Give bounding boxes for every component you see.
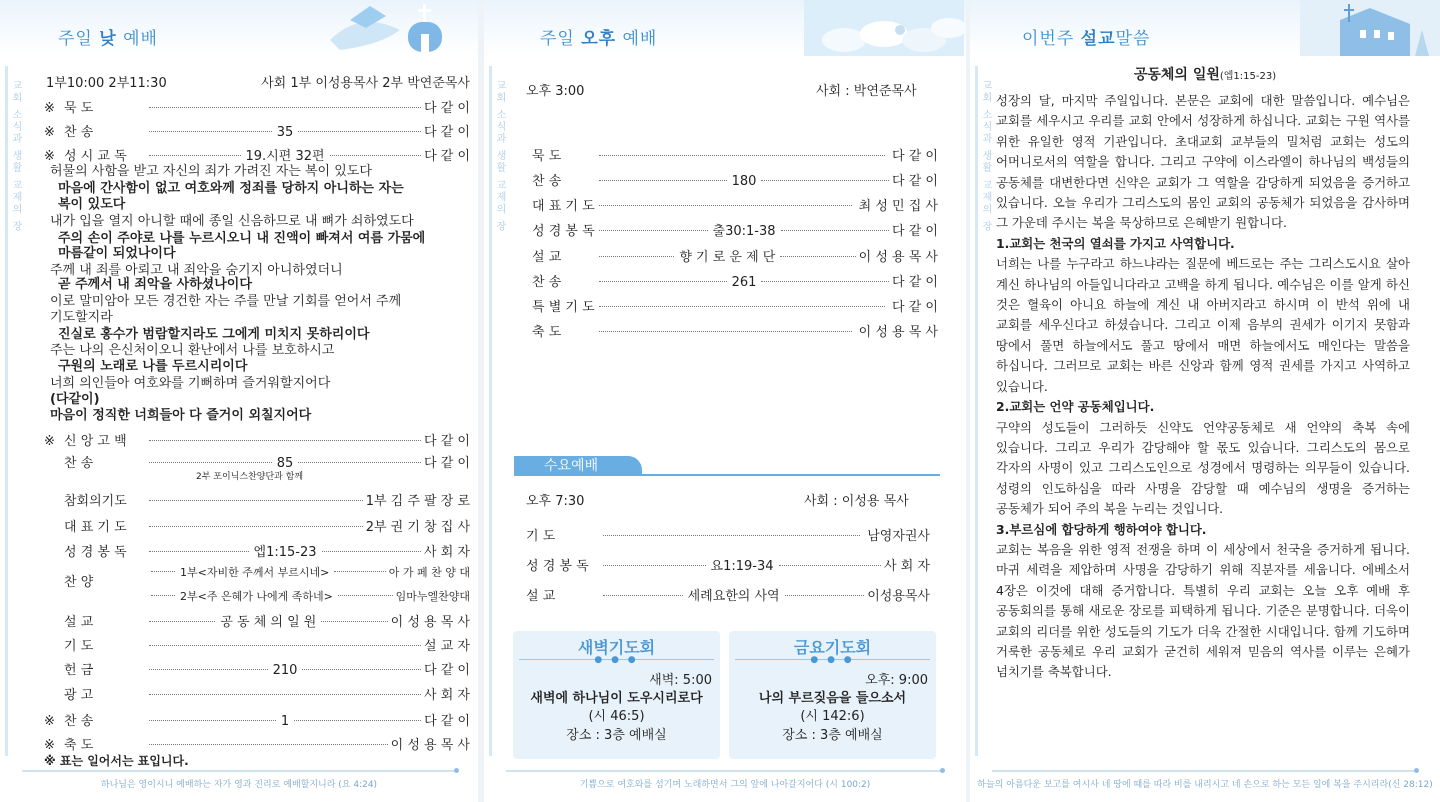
standing-note: ※ 표는 일어서는 표입니다. (44, 754, 189, 768)
sermon-point-1-heading: 1.교회는 천국의 열쇠를 가지고 사역합니다. (996, 235, 1235, 251)
footer-verse: 하나님은 영이시니 예배하는 자가 영과 진리로 예배할지니라 (요 4:24) (100, 780, 378, 790)
panel-title: 이번주 설교말씀 (1022, 29, 1151, 49)
sermon-point-3-heading: 3.부르심에 합당하게 행하여야 합니다. (996, 521, 1207, 537)
pm-service-time: 오후 3:00 (526, 84, 585, 99)
anthem-line-1: 1부<자비한 주께서 부르시네> 아 가 페 찬 양 대 (148, 564, 470, 580)
pm-order-item: 대 표 기 도 최 성 민 집 사 (532, 199, 938, 214)
dawn-prayer-time: 새벽: 5:00 (649, 673, 712, 688)
order-hymn-3: ※ 찬 송 1 다 같 이 (44, 714, 471, 729)
footer-verse: 기쁨으로 여호와를 섬기며 노래하면서 그의 앞에 나아갈지어다 (시 100:2) (579, 780, 871, 790)
sermon-title: 공동체의 일원(엡1:15-23) (1133, 67, 1277, 83)
pm-order-item: 축 도 이 성 용 목 사 (532, 325, 938, 340)
friday-prayer-ref: (시 142:6) (800, 709, 865, 724)
sheep-illustration-icon (804, 0, 964, 56)
dawn-prayer-theme: 새벽에 하나님이 도우시리로다 (530, 691, 703, 706)
wed-order-item: 기 도 남영자권사 (526, 529, 930, 544)
wed-order-item: 설 교 세례요한의 사역 이성용목사 (526, 589, 930, 604)
order-prayer: 기 도 설 교 자 (64, 639, 470, 654)
pm-order-item: 성 경 봉 독 출30:1-38 다 같 이 (532, 224, 938, 239)
order-hymn-1: ※ 찬 송 35 다 같 이 (44, 125, 470, 140)
wed-service-time: 오후 7:30 (526, 494, 585, 509)
pm-order-item: 찬 송 180 다 같 이 (532, 174, 938, 189)
order-announcements: 광 고 사 회 자 (64, 688, 470, 703)
footer-rule (22, 770, 456, 772)
side-vertical-text: 교회 소식과 생활 교제의 장 (494, 80, 505, 233)
panel-title: 주일 낮 예배 (58, 29, 158, 49)
service-time: 1부10:00 2부11:30 (46, 76, 167, 91)
footer-rule (506, 770, 944, 772)
sermon-point-2-text: 구약의 성도들이 그러하듯 신약도 언약공동체로 새 언약의 축복 속에 있습니다. 그리고 우리가 감당해야 할 몫도 있습니다. 그리스도의 몸으로 각자의 사명이 있고 그리스도인으로 성경에서 명령하는 의무들이 있습니다. 성령의 인도하심을 따라 사명을 감당할 때 예수님의 생명을 증거하는 공동체가 되어 주의 복을 누리는 것입니다. (996, 419, 1410, 517)
order-representative-prayer: 대 표 기 도 2부 권 기 창 집 사 (64, 520, 470, 535)
footer-verse: 하늘의 아름다운 보고를 여시사 네 땅에 때를 따라 비를 내리시고 네 손으로 하는 모든 일에 복을 주시리라(신 28:12) (977, 780, 1433, 790)
order-psalm-reading: ※ 성 시 교 독 19.시편 32편 다 같 이 (44, 149, 471, 164)
order-offering: 헌 금 210 다 같 이 (64, 663, 470, 678)
church-building-icon (1300, 0, 1440, 56)
footer-dot (1414, 768, 1419, 773)
sermon-point-2-heading: 2.교회는 언약 공동체입니다. (996, 399, 1155, 415)
order-hymn-2: 찬 송 85 다 같 이 (64, 456, 470, 471)
dawn-prayer-ref: (시 46:5) (588, 709, 645, 724)
anthem-line-2: 2부<주 은혜가 나에게 족하네> 임마누엘찬양대 (148, 588, 470, 604)
side-vertical-text: 교회 소식과 생활 교제의 장 (980, 80, 991, 233)
dawn-dots: ● ● ● (594, 655, 639, 665)
footer-dot (454, 768, 459, 773)
friday-prayer-theme: 나의 부르짖음을 들으소서 (758, 691, 907, 706)
wed-order-item: 성 경 봉 독 요1:19-34 사 회 자 (526, 559, 930, 574)
dawn-prayer-box (513, 631, 720, 759)
friday-dots: ● ● ● (810, 655, 855, 665)
pm-order-item: 설 교 향 기 로 운 제 단 이 성 용 목 사 (532, 250, 938, 265)
order-silent-prayer: ※ 묵 도 다 같 이 (44, 101, 470, 116)
pm-order-item: 찬 송 261 다 같 이 (532, 275, 938, 290)
sermon-point-3-text: 교회는 복음을 위한 영적 전쟁을 하며 이 세상에서 천국을 증거하게 됩니다. 마귀 세력을 제압하며 사명을 감당하기 위해 직분자를 세웁니다. 에베소서 4장은 이것에 대해 증거합니다. 특별히 우리 교회는 오늘 오후 예배 후 공동회의를 통해 새로운 장로를 피택하게 됩니다. 기준은 분명합니다. 더욱이 교회의 리더를 위한 성도들의 기도가 더욱 간절한 시대입니다. 함께 기도하며 거룩한 공동체로 우리 교회가 굳건히 세워져 믿음의 역사를 이루는 은혜가 넘치기를 축복합니다. (996, 541, 1410, 680)
sermon-point-1-text: 너희는 나를 누구라고 하느냐라는 질문에 베드로는 주는 그리스도시요 살아 계신 하나님의 아들입니다라고 고백을 하게 됩니다. 예수님은 이를 알게 하신 것은 혈육이 아니요 하늘에 계신 내 아버지라고 하시며 이 반석 위에 내 교회를 세우신다고 하셨습니다. 그리고 이제 음부의 권세가 이기지 못함과 땅에서 풀면 하늘에서도 풀고 땅에서 매면 하늘에서도 매인다는 말씀을 하십니다. 그러므로 교회는 바른 신앙과 함께 영적 권세를 가지고 사역하고 있습니다. (996, 256, 1410, 394)
friday-prayer-time: 오후: 9:00 (865, 673, 928, 688)
side-vertical-text: 교회 소식과 생활 교제의 장 (10, 80, 21, 233)
dawn-prayer-place: 장소 : 3층 예배실 (566, 728, 667, 743)
footer-dot (940, 768, 945, 773)
hymn-2-note: 2부 포이닉스찬양단과 함께 (196, 472, 304, 482)
wed-service-host: 사회 : 이성용 목사 (804, 494, 909, 509)
sermon-body (996, 91, 1410, 683)
order-benediction: ※ 축 도 이 성 용 목 사 (44, 738, 470, 753)
order-scripture-reading: 성 경 봉 독 엡1:15-23 사 회 자 (64, 545, 470, 560)
friday-prayer-title: 금요기도회 (793, 638, 872, 657)
order-confession-prayer: 참회의기도 1부 김 주 팔 장 로 (64, 494, 470, 509)
service-time-row (46, 76, 470, 92)
panel-title: 주일 오후 예배 (540, 29, 658, 49)
friday-prayer-place: 장소 : 3층 예배실 (782, 728, 883, 743)
pm-order-item: 묵 도 다 같 이 (532, 149, 938, 164)
wednesday-rule (514, 474, 940, 476)
friday-prayer-box (729, 631, 936, 759)
panel-sunday-morning: 주일 낮 예배 교회 소식과 생활 교제의 장 1부10:00 2부11:30 사회 1부 이성용목사 2부 박연준목사 ※ 묵 도 다 같 이 ※ 찬 송 35 다 같 이 ※ 성 시 교 독 19.시편 32편 다 같 이 허물의 사함을 받고 자신의 죄가 가려진 자는 복이 있도다 마음에 간사함이 없고 여호와께 정죄를 당하지 아니하는 자는 복이 있도다 내가 입을 열지 아니할 때에 종일 신음하므로 내 뼈가 쇠하였도다 주의 손이 주야로 나를 누르시오니 내 진액이 빠져서 여름 가뭄에 마름같이 되었나이다 주께 내 죄를 아뢰고 내 죄악을 숨기지 아니하였더니 곧 주께서 내 죄악을 사하셨나이다 이로 말미암아 모든 경건한 자는 주를 만날 기회를 얻어서 주께 기도할지라 진실로 홍수가 범람할지라도 그에게 미치지 못하리이다 주는 나의 은신처이오니 환난에서 나를 보호하시고 구원의 노래로 나를 두르시리이다 너희 의인들아 여호와를 기뻐하며 즐거워할지어다 (다같이) 마음이 정직한 너희들아 다 즐거이 외칠지어다 ※ 신 앙 고 백 다 같 이 찬 송 85 다 같 이 2부 포이닉스찬양단과 함께 참회의기도 1부 김 주 팔 장 로 대 표 기 도 2부 권 기 창 집 사 성 경 봉 독 엡1:15-23 사 회 자 찬 양 1부<자비한 주께서 부르시네> 아 가 페 찬 양 대 2부<주 은혜가 나에게 족하네> 임마누엘찬양대 설 교 공 동 체 의 일 원 이 성 용 목 사 기 도 설 교 자 헌 금 210 다 같 이 광 고 사 회 자 ※ 찬 송 1 다 같 이 ※ 축 도 이 성 용 목 사 ※ 표는 일어서는 표입니다. 하나님은 영이시니 예배하는 자가 영과 진리로 예배할지니라 (요 4:24) (0, 0, 478, 802)
footer-rule (992, 770, 1418, 772)
order-sermon: 설 교 공 동 체 의 일 원 이 성 용 목 사 (64, 615, 470, 630)
dawn-prayer-title: 새벽기도회 (577, 638, 656, 657)
pm-service-host: 사회 : 박연준목사 (816, 84, 917, 99)
service-host: 사회 1부 이성용목사 2부 박연준목사 (261, 76, 470, 91)
order-creed: ※ 신 앙 고 백 다 같 이 (44, 434, 470, 449)
sermon-intro: 성장의 달, 마지막 주일입니다. 본문은 교회에 대한 말씀입니다. 예수님은 교회를 세우시고 우리를 교회 안에서 성장하게 하십니다. 교회는 구원 역사를 위한 유일한 영적 기관입니다. 초대교회 교부들의 밀처럼 교회는 성도의 어머니로서의 역할을 합니다. 그리고 구약에 이스라엘이 하나님의 백성들의 공동체를 대변한다면 신약은 교회가 그 역할을 감당하게 되었음을 증거하고 있습니다. 오늘 우리가 그리스도의 몸인 교회의 공동체가 되었음을 감사하며 그 가운데 주시는 복을 묵상하므로 은혜받기 원합니다. (996, 93, 1410, 231)
pm-order-item: 특 별 기 도 다 같 이 (532, 300, 938, 315)
church-illustration-icon (320, 0, 470, 56)
wednesday-service-tab: 수요예배 (514, 456, 642, 476)
